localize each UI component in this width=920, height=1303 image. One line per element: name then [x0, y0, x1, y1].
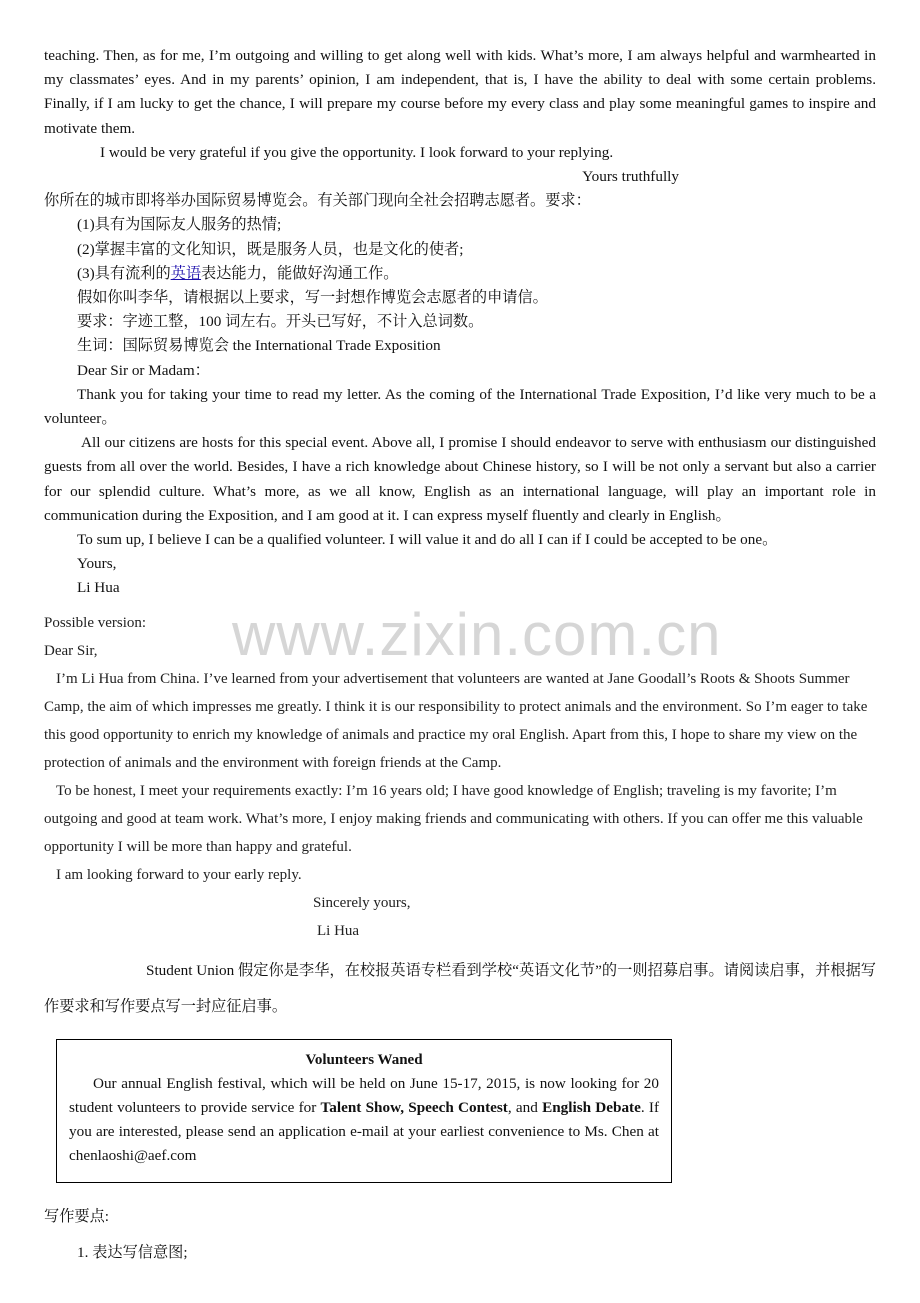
version-label: Possible version: — [44, 614, 147, 631]
notice-text-a: Our annual English festival, which will be held on June 15-17, 2015, is now looking for 20 student volunteers to provide service for — [69, 1074, 659, 1116]
letter1-paragraph-1: teaching. Then, as for me, I’m outgoing and willing to get along well with kids. What’s more, I am always helpful and warmhearted in my classmates’ eyes. And in my parents’ opinion, I am independent, that is, I have the ability to deal with some certain problems. Finally, if I am lucky to get the chance, I will prepare my course before my every class and play some meaningful games to inspire and motivate them. — [44, 47, 876, 137]
notice-bold-events: Talent Show, Speech Contest — [320, 1098, 508, 1116]
document-page — [44, 44, 876, 1271]
task2-paragraph-2: All our citizens are hosts for this special event. Above all, I promise I should endeavor to serve with enthusiasm our distinguished guests from all over the world. Besides, I have a rich knowledge about Chinese history, so I will be not only a servant but also a carrier for our splendid culture. What’s more, as we all know, English as an international language, will play an important role in communication during the Exposition, and I am good at it. I can express myself fluently and clearly in English。 — [44, 434, 876, 524]
task2-salutation: Dear Sir or Madam： — [77, 361, 210, 379]
task2-requirement-1: (1)具有为国际友人服务的热情; — [77, 216, 282, 234]
version-paragraph-1: I’m Li Hua from China. I’ve learned from your advertisement that volunteers are wanted at Jane Goodall’s Roots & Shoots Summer Camp, the aim of which impresses me greatly. I think it is our responsibility to protect animals and the environment. So I’m eager to take this good opportunity to enrich my knowledge of animals and practice my oral English. Apart from this, I hope to share my view on the protection of animals and the environment with foreign friends at the Camp. — [44, 670, 868, 771]
task2-intro: 你所在的城市即将举办国际贸易博览会。有关部门现向全社会招聘志愿者。要求： — [44, 192, 591, 210]
task2-requirement-3 — [44, 262, 876, 286]
task2-paragraph-1: Thank you for taking your time to read my letter. As the coming of the International Trade Exposition, I’d like very much to be a volunteer。 — [44, 385, 876, 428]
version-paragraph-3: I am looking forward to your early reply. — [56, 866, 302, 883]
task2-requirements: 要求：字迹工整，100 词左右。开头已写好，不计入总词数。 — [77, 313, 484, 331]
notice-bold-debate: English Debate — [542, 1098, 641, 1116]
task-section-3 — [44, 953, 876, 1272]
task2-assumption: 假如你叫李华，请根据以上要求，写一封想作博览会志愿者的申请信。 — [77, 289, 548, 307]
version-closing: Sincerely yours, — [313, 894, 411, 911]
task2-name: Li Hua — [77, 579, 120, 597]
notice-title: Volunteers Waned — [305, 1051, 423, 1068]
task3-intro: Student Union 假定你是李华，在校报英语专栏看到学校“英语文化节”的一则招募启事。请阅读启事，并根据写作要求和写作要点写一封应征启事。 — [44, 961, 876, 1015]
notice-text-e: . If you are interested, please send an application e-mail at your earliest convenience to Ms. Chen at chenlaoshi@aef.com — [69, 1098, 660, 1165]
version-paragraph-2: To be honest, I meet your requirements exactly: I’m 16 years old; I have good knowledge of English; traveling is my favorite; I’m outgoing and good at team work. What’s more, I enjoy making friends and communicating with others. If you can offer me this valuable opportunity I will be more than happy and grateful. — [44, 782, 863, 855]
letter-section-1 — [44, 44, 876, 189]
letter1-signoff: Yours truthfully — [582, 168, 679, 186]
writing-points — [44, 1199, 876, 1271]
point-1: 1. 表达写信意图; — [77, 1244, 188, 1262]
points-label: 写作要点: — [44, 1208, 109, 1226]
version-name: Li Hua — [317, 922, 360, 939]
task-section-2 — [44, 189, 876, 600]
notice-text-c: , and — [507, 1098, 543, 1116]
req3-suffix: 表达能力，能做好沟通工作。 — [201, 264, 399, 282]
letter1-paragraph-2: I would be very grateful if you give the opportunity. I look forward to your replying. — [100, 143, 614, 161]
notice-body — [69, 1072, 659, 1169]
watermark: www.zixin.com.cn — [232, 601, 722, 668]
task2-vocabulary: 生词：国际贸易博览会 the International Trade Exposition — [77, 337, 441, 355]
task2-paragraph-3: To sum up, I believe I can be a qualified volunteer. I will value it and do all I can if I could be accepted to be one。 — [77, 531, 778, 549]
notice-box — [56, 1039, 672, 1184]
task2-closing: Yours, — [77, 555, 117, 573]
req3-prefix: (3)具有流利的 — [77, 264, 171, 282]
task2-requirement-2: (2)掌握丰富的文化知识，既是服务人员，也是文化的使者; — [77, 240, 464, 258]
english-link[interactable]: 英语 — [170, 264, 202, 282]
possible-version-section — [44, 609, 876, 945]
version-salutation: Dear Sir, — [44, 642, 98, 659]
